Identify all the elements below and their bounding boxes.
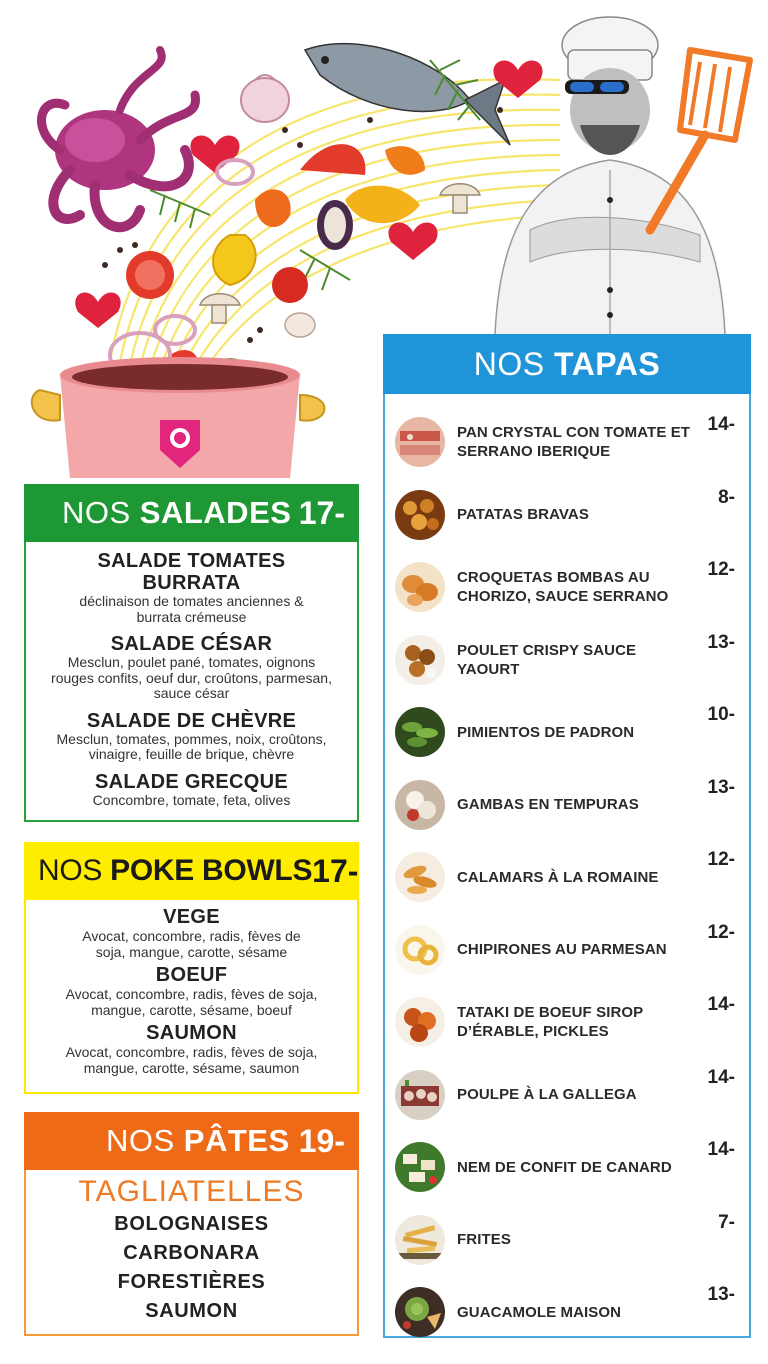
poke-item [30,964,353,1018]
salade-name: SALADE DE CHÈVRE [86,709,297,732]
salade-name: SALADE CÉSAR [110,633,273,655]
tapa-price: 14- [707,414,735,435]
tapa-name: CHIPIRONES AU PARMESAN [457,941,667,959]
tapa-name: GUACAMOLE MAISON [457,1303,622,1321]
tapa-item [385,696,749,769]
chipirones-photo-icon [395,925,445,975]
tapa-price: 13- [707,1284,735,1305]
tapa-price: 12- [707,559,735,580]
nem-photo-icon [395,1142,445,1192]
tapa-name: CALAMARS À LA ROMAINE [457,868,659,886]
tapa-item [385,1276,749,1349]
tapas-list [385,394,749,1349]
tapas-section [383,334,751,1338]
tapa-item [385,406,749,479]
poke-name: BOEUF [155,964,228,986]
pates-list [26,1170,357,1326]
tapa-name: PATATAS BRAVAS [457,506,589,524]
guacamole-photo-icon [395,1287,445,1337]
tapas-title: NOS TAPAS [473,345,661,382]
salades-section [24,484,359,822]
salade-desc: Mesclun, poulet pané, tomates, oignons rouges confits, oeuf dur, croûtons, parmesan, sauce césar [51,654,332,701]
pate-item: BOLOGNAISES [114,1213,269,1235]
salade-desc: Concombre, tomate, feta, olives [92,791,291,808]
salade-item [30,771,353,809]
poke-name: SAUMON [146,1022,237,1044]
poke-desc: Avocat, concombre, radis, fèves de soja, mangue, carotte, sésame, saumon [65,1044,318,1076]
tapa-name: PAN CRYSTAL CON TOMATE ET SERRANO IBERIQUE [457,424,691,461]
pimientos-photo-icon [395,707,445,757]
salade-item [30,710,353,763]
tapa-price: 10- [707,704,735,725]
poke-price: 17- [312,852,359,889]
salade-name: SALADE TOMATES BURRATA [97,550,286,594]
pate-item: FORESTIÈRES [117,1271,266,1293]
tapa-item [385,624,749,697]
poke-header [24,842,359,900]
tapa-price: 8- [718,486,735,508]
pate-item: CARBONARA [123,1242,260,1264]
tapa-name: GAMBAS EN TEMPURAS [457,796,639,814]
gambas-photo-icon [395,780,445,830]
pate-item: SAUMON [145,1300,238,1322]
pan-crystal-photo-icon [395,417,445,467]
croquetas-photo-icon [395,562,445,612]
tapa-price: 14- [707,1066,735,1088]
tapa-name: CROQUETAS BOMBAS AU CHORIZO, SAUCE SERRANO [457,569,669,606]
poke-item [30,906,353,960]
tapa-name: POULET CRISPY SAUCE YAOURT [457,641,637,678]
tapa-name: POULPE À LA GALLEGA [457,1086,637,1104]
tapa-name: FRITES [457,1231,511,1249]
poke-item [30,1022,353,1076]
poke-section [24,842,359,1094]
tapa-item [385,1131,749,1204]
frites-photo-icon [395,1215,445,1265]
tapa-price: 12- [707,921,735,943]
tapa-item [385,986,749,1059]
tapa-name: TATAKI DE BOEUF SIROP D’ÉRABLE, PICKLES [457,1004,643,1041]
salade-item [30,633,353,702]
calamars-photo-icon [395,852,445,902]
pates-subtitle: TAGLIATELLES [78,1175,305,1208]
pates-price: 19- [298,1122,345,1159]
pates-header [24,1112,359,1170]
salade-name: SALADE GRECQUE [94,770,289,793]
octopus-icon [41,50,195,227]
tapa-item [385,769,749,842]
poke-name: VEGE [163,906,220,928]
salades-list [26,542,357,808]
tapa-item [385,1204,749,1277]
salade-item [30,550,353,625]
poulpe-photo-icon [395,1070,445,1120]
patatas-bravas-photo-icon [395,490,445,540]
tapa-price: 7- [718,1211,735,1233]
salades-header [24,484,359,542]
tapa-price: 14- [707,994,735,1015]
tapa-price: 14- [707,1139,735,1160]
tapa-item [385,479,749,552]
salade-desc: Mesclun, tomates, pommes, noix, croûtons, vinaigre, feuille de brique, chèvre [56,730,327,762]
poke-desc: Avocat, concombre, radis, fèves de soja, mangue, carotte, sésame, boeuf [65,986,318,1018]
fish-icon [305,44,510,145]
tapa-name: NEM DE CONFIT DE CANARD [457,1158,672,1176]
spatula-icon [650,50,750,230]
salade-desc: déclinaison de tomates anciennes & burrata crémeuse [79,593,304,625]
salades-title: NOS SALADES [62,495,292,530]
salades-price: 17- [298,494,345,531]
tapa-item [385,914,749,987]
pates-section [24,1112,359,1336]
eggplant-icon [317,200,353,250]
tapa-item [385,841,749,914]
tapa-price: 13- [707,631,735,653]
poulet-crispy-photo-icon [395,635,445,685]
pates-title: NOS PÂTES [106,1123,290,1158]
poke-title: NOS POKE BOWLS [38,854,313,887]
poke-list [26,900,357,1076]
tapa-price: 13- [707,776,735,798]
tapas-header [383,334,751,394]
tapa-name: PIMIENTOS DE PADRON [457,723,635,741]
tapa-item [385,1059,749,1132]
tapa-item [385,551,749,624]
onion-icon [241,75,289,122]
tapa-price: 12- [707,849,735,870]
poke-desc: Avocat, concombre, radis, fèves de soja, mangue, carotte, sésame [82,928,301,960]
tataki-photo-icon [395,997,445,1047]
